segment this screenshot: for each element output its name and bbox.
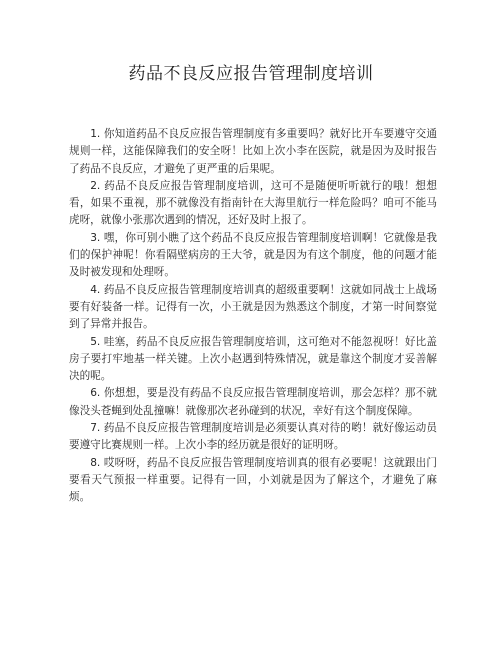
document-body: [69, 126, 437, 507]
paragraph-2: 2. 药品不良反应报告管理制度培训，这可不是随便听听就行的哦！想想看，如果不重视，那不就像没有指南针在大海里航行一样危险吗？咱可不能马虎呀，就像小张那次遇到的情况，还好及时上报了。: [69, 179, 437, 227]
paragraph-8: 8. 哎呀呀，药品不良反应报告管理制度培训真的很有必要呢！这就跟出门要看天气预报一样重要。记得有一回，小刘就是因为了解这个，才避免了麻烦。: [69, 456, 437, 504]
paragraph-1: 1. 你知道药品不良反应报告管理制度有多重要吗？就好比开车要遵守交通规则一样，这能保障我们的安全呀！比如上次小李在医院，就是因为及时报告了药品不良反应，才避免了更严重的后果呢。: [69, 128, 437, 175]
paragraph-4: 4. 药品不良反应报告管理制度培训真的超级重要啊！这就如同战士上战场要有好装备一样。记得有一次，小王就是因为熟悉这个制度，才第一时间察觉到了异常并报告。: [69, 283, 437, 331]
paragraph-7: 7. 药品不良反应报告管理制度培训是必须要认真对待的哟！就好像运动员要遵守比赛规则一样。上次小李的经历就是很好的证明呀。: [69, 422, 437, 452]
document-title: 药品不良反应报告管理制度培训: [128, 64, 374, 84]
paragraph-6: 6. 你想想，要是没有药品不良反应报告管理制度培训，那会怎样？那不就像没头苍蝇到处乱撞嘛！就像那次老孙碰到的状况，幸好有这个制度保障。: [69, 387, 437, 417]
paragraph-3: 3. 嘿，你可别小瞧了这个药品不良反应报告管理制度培训啊！它就像是我们的保护神呢！你看隔壁病房的王大爷，就是因为有这个制度，他的问题才能及时被发现和处理呀。: [69, 231, 437, 279]
paragraph-5: 5. 哇塞，药品不良反应报告管理制度培训，这可绝对不能忽视呀！好比盖房子要打牢地基一样关键。上次小赵遇到特殊情况，就是靠这个制度才妥善解决的呢。: [69, 335, 437, 383]
